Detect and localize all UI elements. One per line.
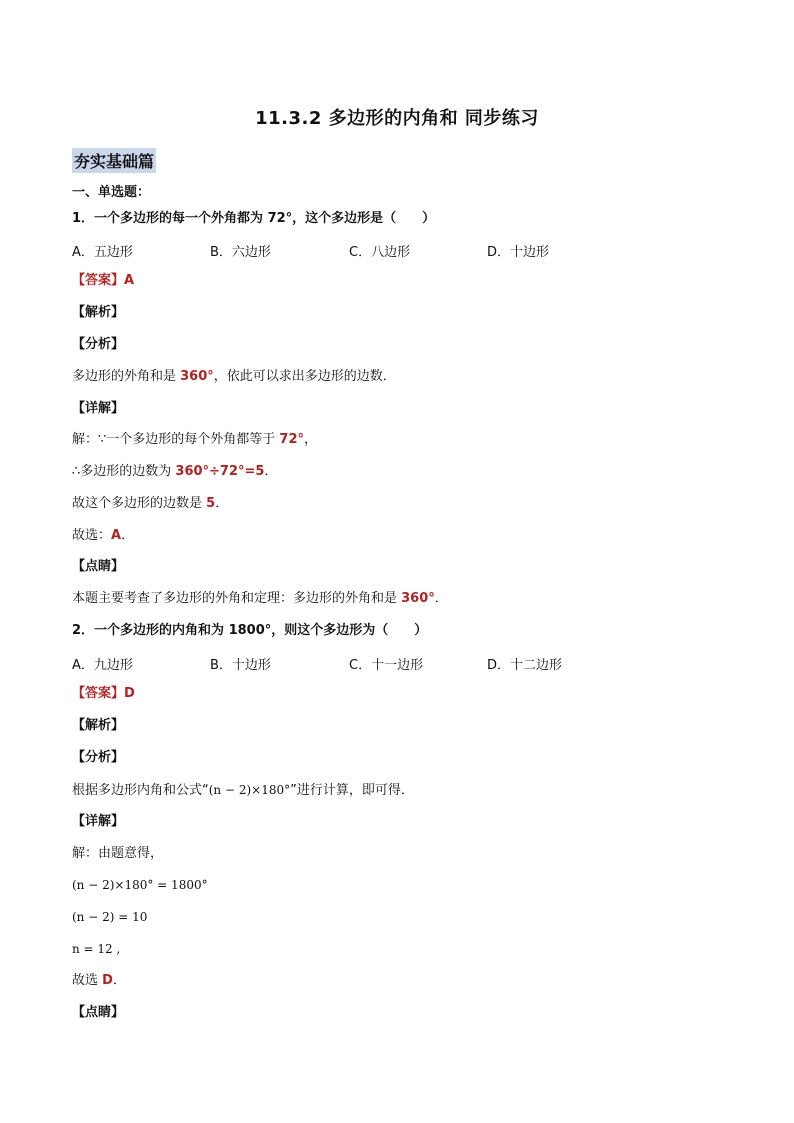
comment-tag: 【点睛】	[72, 1005, 125, 1020]
option-b: B．六边形	[210, 245, 271, 260]
analysis-subtag: 【分析】	[72, 750, 125, 765]
answer-value: D	[124, 686, 135, 701]
analysis-subtag: 【分析】	[72, 337, 125, 352]
equation-3: n = 12 ,	[72, 942, 121, 956]
detail-line-2: ∴多边形的边数为 360°÷72°=5．	[72, 464, 278, 479]
section-heading: 夯实基础篇	[72, 148, 156, 173]
analysis-tag: 【解析】	[72, 718, 125, 733]
answer-value: A	[124, 273, 135, 288]
detail-line-1: 解：∵一个多边形的每个外角都等于 72°，	[72, 432, 318, 447]
analysis-tag: 【解析】	[72, 305, 125, 320]
option-b: B．十边形	[210, 658, 271, 673]
comment-text: 本题主要考查了多边形的外角和定理：多边形的外角和是 360°．	[72, 591, 448, 606]
option-d: D．十二边形	[487, 658, 563, 673]
option-a: A．五边形	[72, 245, 133, 260]
question-2-stem: 2．一个多边形的内角和为 1800°，则这个多边形为（ ）	[72, 623, 428, 638]
detail-tag: 【详解】	[72, 814, 125, 829]
page-title: 11.3.2 多边形的内角和 同步练习	[255, 108, 539, 129]
detail-tag: 【详解】	[72, 401, 125, 416]
answer-label: 【答案】	[72, 273, 125, 288]
option-c: C．十一边形	[349, 658, 424, 673]
analysis-text: 根据多边形内角和公式“(n − 2)×180°”进行计算，即可得．	[72, 783, 414, 798]
question-2-options	[72, 654, 632, 672]
part-heading: 一、单选题：	[72, 185, 151, 200]
comment-tag: 【点睛】	[72, 559, 125, 574]
detail-line-1: 解：由题意得，	[72, 846, 164, 861]
option-a: A．九边形	[72, 658, 133, 673]
detail-conclusion: 故选 D．	[72, 973, 126, 988]
question-1-options	[72, 241, 632, 259]
option-d: D．十边形	[487, 245, 550, 260]
formula: (n − 2)×180°	[208, 783, 291, 797]
answer-line	[72, 272, 134, 290]
equation-2: (n − 2) = 10	[72, 910, 148, 924]
answer-label: 【答案】	[72, 686, 125, 701]
answer-line	[72, 685, 135, 703]
equation-1: (n − 2)×180° = 1800°	[72, 878, 208, 892]
option-c: C．八边形	[349, 245, 411, 260]
detail-line-3: 故这个多边形的边数是 5．	[72, 496, 229, 511]
question-1-stem: 1．一个多边形的每一个外角都为 72°，这个多边形是（ ）	[72, 211, 436, 226]
detail-line-4: 故选：A．	[72, 528, 135, 543]
analysis-text: 多边形的外角和是 360°，依此可以求出多边形的边数．	[72, 369, 396, 384]
